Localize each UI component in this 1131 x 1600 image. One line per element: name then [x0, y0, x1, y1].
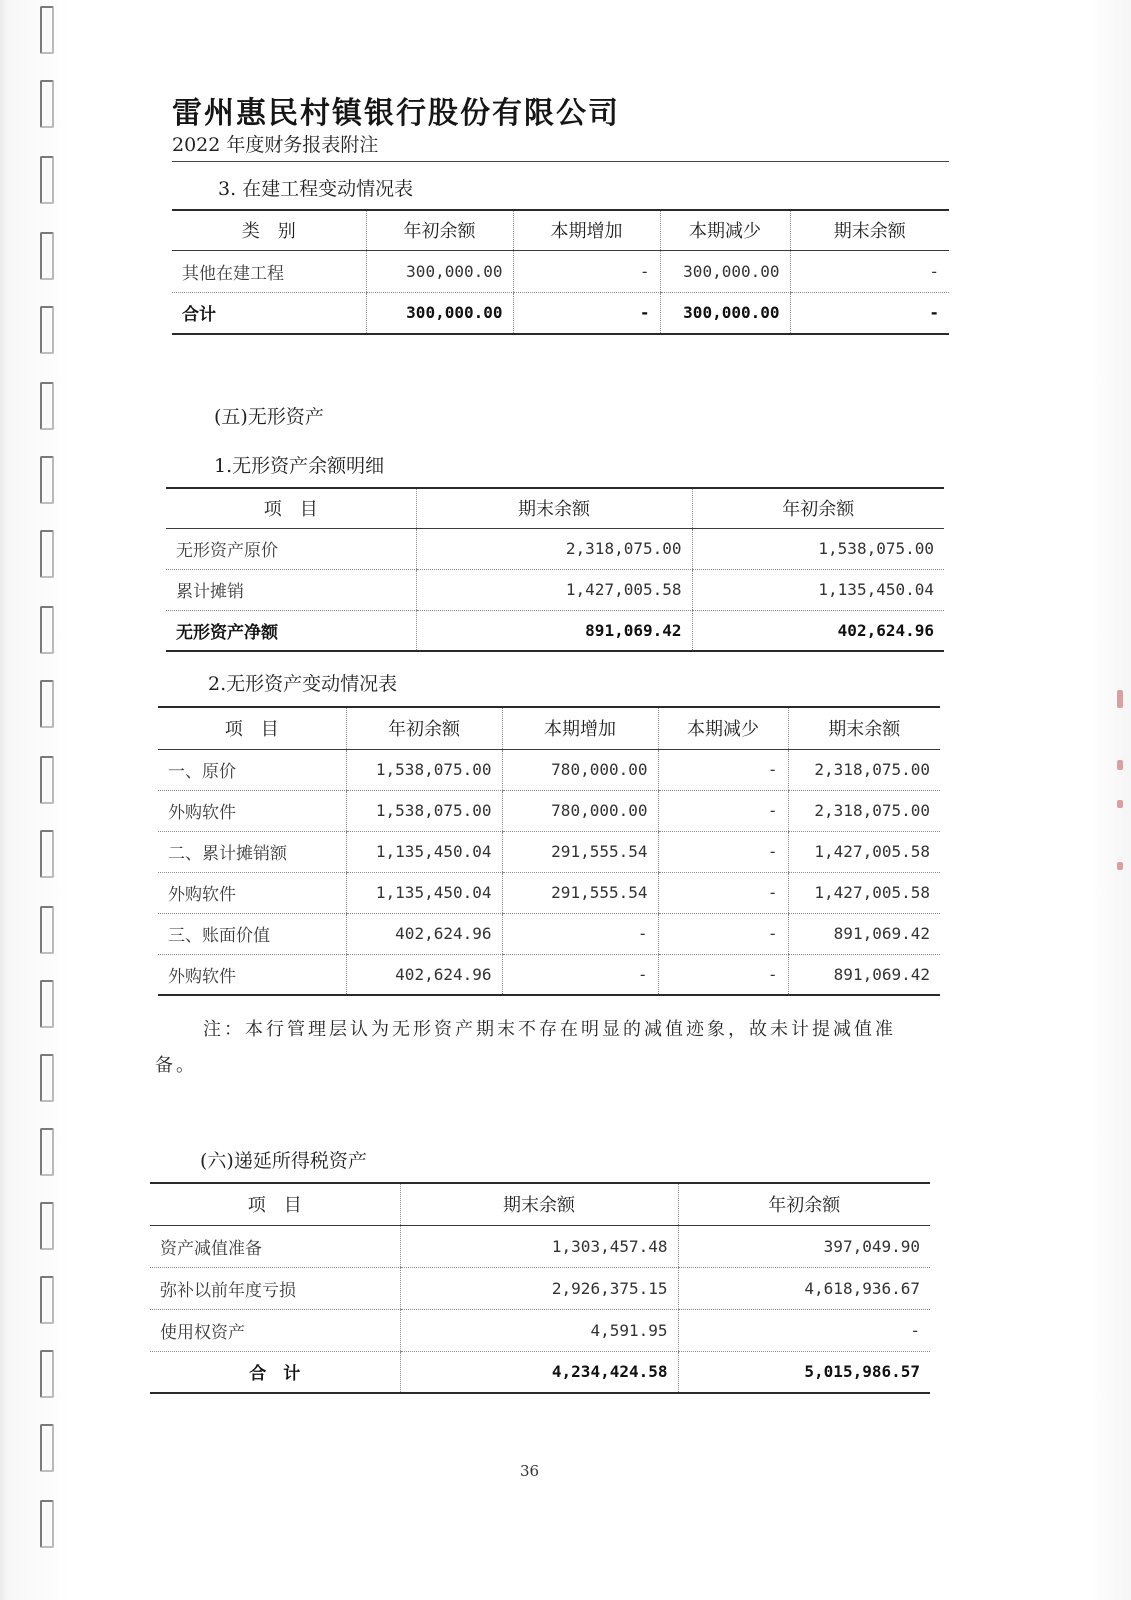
binding-hole: [40, 1202, 54, 1250]
column-header: 本期增加: [502, 707, 658, 749]
column-header: 期末余额: [400, 1183, 678, 1225]
column-header: 年初余额: [692, 488, 944, 528]
column-header: 类 别: [172, 210, 366, 250]
table-row: [158, 831, 940, 872]
cell-value: -: [513, 250, 660, 292]
binding-hole: [40, 1276, 54, 1324]
cell-value: 4,618,936.67: [678, 1267, 930, 1309]
report-subtitle: 2022 年度财务报表附注: [172, 134, 379, 156]
cell-value: -: [658, 749, 788, 790]
cell-value: 2,318,075.00: [416, 528, 692, 569]
cell-value: -: [678, 1309, 930, 1351]
cell-value: -: [502, 954, 658, 995]
cell-value: 4,591.95: [400, 1309, 678, 1351]
column-header: 年初余额: [366, 210, 513, 250]
cell-value: 1,538,075.00: [346, 790, 502, 831]
table-total-row: [150, 1351, 930, 1393]
column-header: 年初余额: [678, 1183, 930, 1225]
cell-value: -: [658, 913, 788, 954]
row-label: 无形资产原价: [166, 528, 416, 569]
cell-value: 300,000.00: [366, 292, 513, 334]
binding-hole: [40, 680, 54, 728]
binding-hole: [40, 456, 54, 504]
cell-value: 2,926,375.15: [400, 1267, 678, 1309]
column-header: 期末余额: [790, 210, 949, 250]
row-label: 合 计: [150, 1351, 400, 1393]
table-header-row: [172, 210, 949, 250]
cell-value: 300,000.00: [366, 250, 513, 292]
dta-table: [150, 1182, 930, 1394]
cell-value: 1,135,450.04: [346, 831, 502, 872]
table-header-row: [166, 488, 944, 528]
binding-hole: [40, 6, 54, 54]
table-header-row: [150, 1183, 930, 1225]
cell-value: 1,427,005.58: [788, 872, 940, 913]
column-header: 期末余额: [416, 488, 692, 528]
cell-value: 402,624.96: [346, 913, 502, 954]
cell-value: 891,069.42: [416, 610, 692, 651]
table-row: [150, 1225, 930, 1267]
cell-value: -: [790, 250, 949, 292]
cell-value: -: [513, 292, 660, 334]
dta-section-title: (六)递延所得税资产: [200, 1150, 367, 1172]
cell-value: 1,427,005.58: [788, 831, 940, 872]
cell-value: -: [658, 954, 788, 995]
column-header: 年初余额: [346, 707, 502, 749]
cell-value: 1,427,005.58: [416, 569, 692, 610]
row-label: 使用权资产: [150, 1309, 400, 1351]
cell-value: 1,538,075.00: [692, 528, 944, 569]
cell-value: -: [502, 913, 658, 954]
row-label: 外购软件: [158, 872, 346, 913]
cell-value: -: [790, 292, 949, 334]
binding-hole: [40, 980, 54, 1028]
cell-value: 291,555.54: [502, 872, 658, 913]
cell-value: -: [658, 831, 788, 872]
cell-value: 5,015,986.57: [678, 1351, 930, 1393]
row-label: 外购软件: [158, 790, 346, 831]
cell-value: 891,069.42: [788, 913, 940, 954]
table-row: [158, 749, 940, 790]
table-row: [150, 1309, 930, 1351]
column-header: 项 目: [166, 488, 416, 528]
binding-hole: [40, 906, 54, 954]
binding-hole: [40, 606, 54, 654]
row-label: 三、账面价值: [158, 913, 346, 954]
seal-edge-mark: [1117, 760, 1123, 770]
cell-value: 1,135,450.04: [346, 872, 502, 913]
column-header: 期末余额: [788, 707, 940, 749]
intangible-detail-title: 1.无形资产余额明细: [214, 455, 385, 477]
table-row: [158, 790, 940, 831]
cell-value: 780,000.00: [502, 790, 658, 831]
column-header: 本期减少: [658, 707, 788, 749]
company-name: 雷州惠民村镇银行股份有限公司: [172, 96, 620, 131]
seal-edge-mark: [1117, 800, 1123, 808]
binding-hole: [40, 306, 54, 354]
cell-value: 4,234,424.58: [400, 1351, 678, 1393]
cell-value: 402,624.96: [346, 954, 502, 995]
table-row: [158, 954, 940, 995]
row-label: 资产减值准备: [150, 1225, 400, 1267]
cell-value: 291,555.54: [502, 831, 658, 872]
row-label: 无形资产净额: [166, 610, 416, 651]
binding-hole: [40, 1054, 54, 1102]
table-row: [158, 913, 940, 954]
intangible-movement-title: 2.无形资产变动情况表: [208, 673, 398, 695]
intangible-detail-table: [166, 487, 944, 652]
column-header: 项 目: [158, 707, 346, 749]
cell-value: 300,000.00: [660, 292, 790, 334]
cell-value: 1,538,075.00: [346, 749, 502, 790]
table-row: [158, 872, 940, 913]
cell-value: -: [658, 872, 788, 913]
table-header-row: [158, 707, 940, 749]
row-label: 合计: [172, 292, 366, 334]
cell-value: 891,069.42: [788, 954, 940, 995]
row-label: 弥补以前年度亏损: [150, 1267, 400, 1309]
cell-value: 397,049.90: [678, 1225, 930, 1267]
cell-value: -: [658, 790, 788, 831]
cell-value: 780,000.00: [502, 749, 658, 790]
binding-hole: [40, 1350, 54, 1398]
table-total-row: [166, 610, 944, 651]
row-label: 二、累计摊销额: [158, 831, 346, 872]
row-label: 累计摊销: [166, 569, 416, 610]
cell-value: 2,318,075.00: [788, 790, 940, 831]
cip-section-title: 3. 在建工程变动情况表: [218, 178, 414, 200]
column-header: 本期减少: [660, 210, 790, 250]
cip-table: [172, 209, 949, 335]
seal-edge-mark: [1117, 862, 1123, 870]
header-divider: [172, 161, 949, 162]
binding-hole: [40, 1128, 54, 1176]
binding-hole: [40, 830, 54, 878]
binding-hole: [40, 156, 54, 204]
seal-edge-mark: [1117, 690, 1123, 708]
table-row: [166, 569, 944, 610]
table-row: [172, 250, 949, 292]
table-row: [166, 528, 944, 569]
row-label: 外购软件: [158, 954, 346, 995]
row-label: 一、原价: [158, 749, 346, 790]
cell-value: 300,000.00: [660, 250, 790, 292]
binding-hole: [40, 1424, 54, 1472]
cell-value: 2,318,075.00: [788, 749, 940, 790]
column-header: 项 目: [150, 1183, 400, 1225]
binding-hole: [40, 530, 54, 578]
impairment-note: 注：本行管理层认为无形资产期末不存在明显的减值迹象，故未计提减值准备。: [155, 1019, 896, 1076]
binding-hole: [40, 1500, 54, 1548]
table-row: [150, 1267, 930, 1309]
intangible-section-title: (五)无形资产: [214, 406, 324, 428]
binding-hole: [40, 80, 54, 128]
cell-value: 1,135,450.04: [692, 569, 944, 610]
binding-hole: [40, 232, 54, 280]
page-number: 36: [520, 1462, 540, 1480]
column-header: 本期增加: [513, 210, 660, 250]
intangible-movement-table: [158, 706, 940, 996]
binding-hole: [40, 382, 54, 430]
cell-value: 1,303,457.48: [400, 1225, 678, 1267]
cell-value: 402,624.96: [692, 610, 944, 651]
table-total-row: [172, 292, 949, 334]
binding-hole: [40, 756, 54, 804]
row-label: 其他在建工程: [172, 250, 366, 292]
